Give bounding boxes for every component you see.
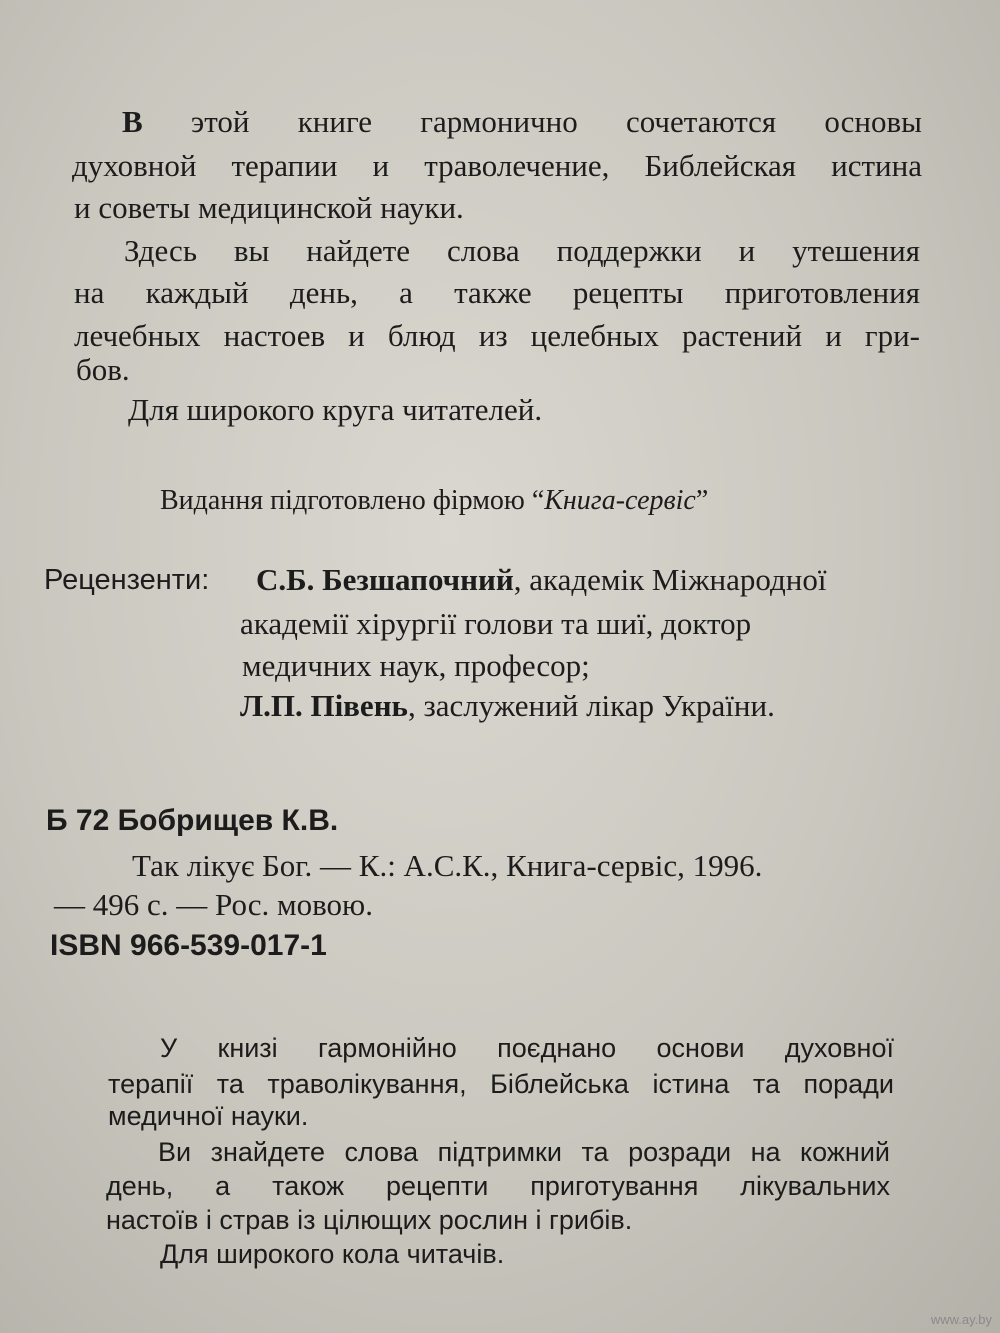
site-watermark: www.ay.by xyxy=(930,1312,992,1327)
intro-line-6: лечебных настоев и блюд из целебных растений и гри- xyxy=(74,318,920,353)
intro-line-3: и советы медицинской науки. xyxy=(74,190,464,225)
annotation-line-6: настоїв і страв із цілющих рослин і грибів. xyxy=(106,1205,633,1235)
publisher-note-prefix: Видання підготовлено фірмою “ xyxy=(160,485,545,516)
publisher-name: Книга-сервіс xyxy=(544,485,696,516)
publisher-note xyxy=(160,483,708,519)
annotation-line-5: день, а також рецепти приготування лікувальних xyxy=(106,1171,890,1201)
isbn: ISBN 966-539-017-1 xyxy=(50,929,327,962)
reviewer-2-title: , заслужений лікар України. xyxy=(407,688,775,723)
intro-line-7: бов. xyxy=(76,352,130,387)
annotation-line-3: медичної науки. xyxy=(108,1101,309,1131)
reviewer-1-name: С.Б. Безшапочний xyxy=(256,562,514,597)
annotation-line-1: У книзі гармонійно поєднано основи духовної xyxy=(160,1033,894,1063)
catalog-line-2: — 496 с. — Рос. мовою. xyxy=(54,887,373,922)
catalog-heading: Б 72 Бобрищев К.В. xyxy=(46,804,339,837)
reviewer-1-line-3: медичних наук, професор; xyxy=(242,648,590,683)
intro-line-2: духовной терапии и траволечение, Библейская истина xyxy=(72,148,922,183)
annotation-audience: Для широкого кола читачів. xyxy=(160,1239,505,1269)
reviewer-1-title: , академік Міжнародної xyxy=(513,562,827,597)
intro-line-1-text: этой книге гармонично сочетаются основы xyxy=(142,104,922,139)
annotation-line-4: Ви знайдете слова підтримки та розради на кожний xyxy=(158,1137,890,1167)
intro-audience: Для широкого круга читателей. xyxy=(128,392,543,427)
reviewer-2-name: Л.П. Півень xyxy=(240,688,408,723)
intro-line-5: на каждый день, а также рецепты приготовления xyxy=(74,275,920,310)
reviewers-label: Рецензенти: xyxy=(44,564,210,596)
intro-line-1 xyxy=(122,104,922,140)
catalog-line-1: Так лікує Бог. — К.: А.С.К., Книга-сервіс, 1996. xyxy=(132,848,763,883)
reviewer-2-line xyxy=(240,688,775,724)
reviewer-1-line-2: академії хірургії голови та шиї, доктор xyxy=(240,606,752,641)
publisher-note-suffix: ” xyxy=(695,485,709,516)
intro-line-4: Здесь вы найдете слова поддержки и утешения xyxy=(124,233,920,268)
annotation-line-2: терапії та траволікування, Біблейська істина та поради xyxy=(108,1069,894,1099)
intro-initial: В xyxy=(122,104,143,139)
reviewer-1-line-1 xyxy=(256,562,826,598)
